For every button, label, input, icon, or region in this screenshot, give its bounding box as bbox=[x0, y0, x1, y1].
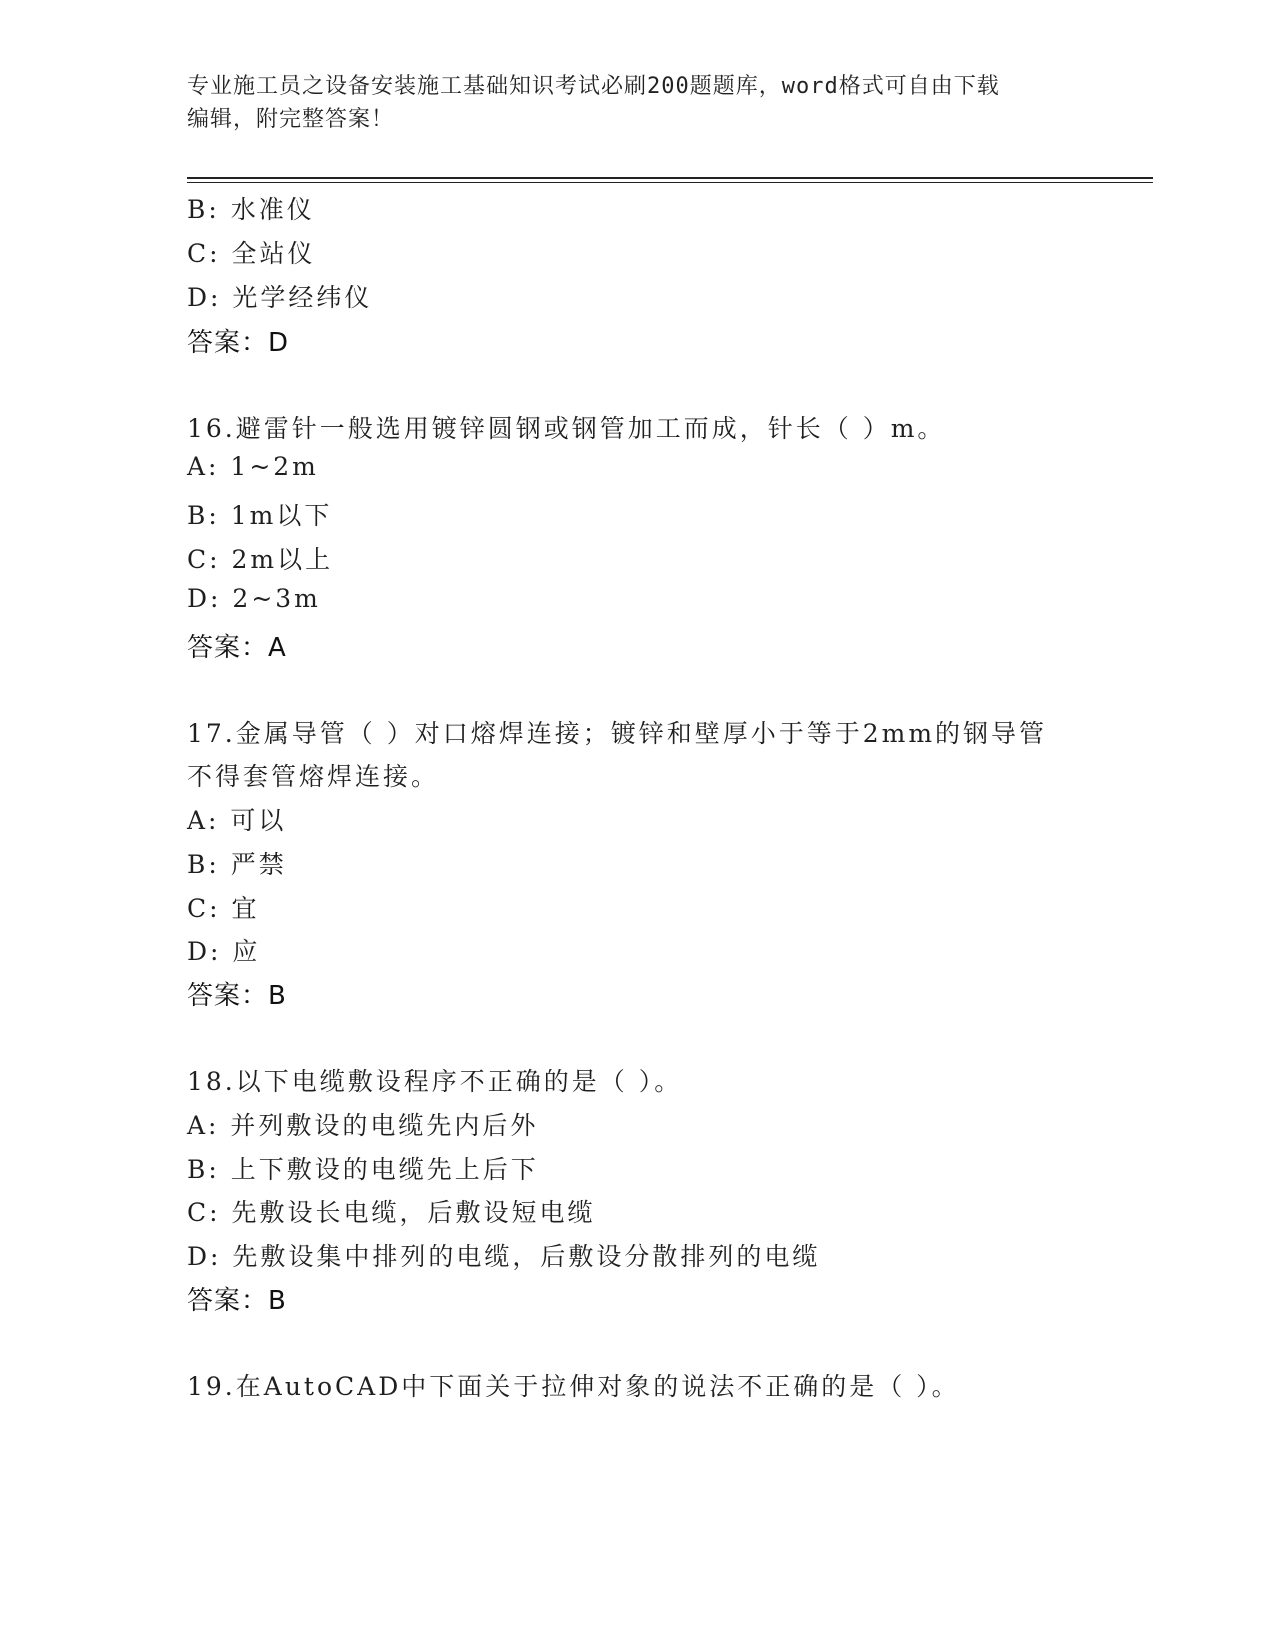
question-16-option-d: D: 2~3m bbox=[187, 584, 321, 613]
question-17-answer: 答案：B bbox=[187, 981, 287, 1011]
question-17: 17.金属导管（ ）对口熔焊连接；镀锌和壁厚小于等于2mm的钢导管 bbox=[187, 719, 1048, 748]
question-16-option-a: A: 1~2m bbox=[187, 452, 319, 481]
option-c-line: C: 全站仪 bbox=[187, 239, 316, 268]
question-16-option-c: C: 2m以上 bbox=[187, 545, 334, 574]
question-18-answer: 答案：B bbox=[187, 1286, 287, 1316]
question-18: 18.以下电缆敷设程序不正确的是（ ）。 bbox=[187, 1067, 683, 1096]
question-17-option-a: A: 可以 bbox=[187, 806, 287, 835]
header-title-line-1: 专业施工员之设备安装施工基础知识考试必刷200题题库，word格式可自由下载 bbox=[187, 74, 1000, 99]
question-18-option-b: B: 上下敷设的电缆先上后下 bbox=[187, 1155, 539, 1184]
option-d-line: D: 光学经纬仪 bbox=[187, 283, 373, 312]
option-b-line: B: 水准仪 bbox=[187, 195, 315, 224]
question-18-option-c: C: 先敷设长电缆，后敷设短电缆 bbox=[187, 1198, 596, 1227]
question-16-answer: 答案：A bbox=[187, 633, 287, 663]
question-16: 16.避雷针一般选用镀锌圆钢或钢管加工而成，针长（ ）m。 bbox=[187, 414, 946, 443]
header-title-line-2: 编辑，附完整答案！ bbox=[187, 107, 395, 132]
document-header bbox=[187, 70, 1107, 136]
answer-line: 答案：D bbox=[187, 328, 290, 358]
question-16-option-b: B: 1m以下 bbox=[187, 501, 333, 530]
question-19: 19.在AutoCAD中下面关于拉伸对象的说法不正确的是（ ）。 bbox=[187, 1372, 960, 1401]
question-18-option-a: A: 并列敷设的电缆先内后外 bbox=[187, 1111, 539, 1140]
question-17-continued: 不得套管熔焊连接。 bbox=[187, 762, 440, 791]
question-17-option-c: C: 宜 bbox=[187, 894, 260, 923]
question-18-option-d: D: 先敷设集中排列的电缆，后敷设分散排列的电缆 bbox=[187, 1242, 821, 1271]
question-17-option-b: B: 严禁 bbox=[187, 850, 287, 879]
header-divider-thick bbox=[187, 177, 1153, 179]
header-divider-thin bbox=[187, 182, 1153, 183]
question-17-option-d: D: 应 bbox=[187, 937, 261, 966]
